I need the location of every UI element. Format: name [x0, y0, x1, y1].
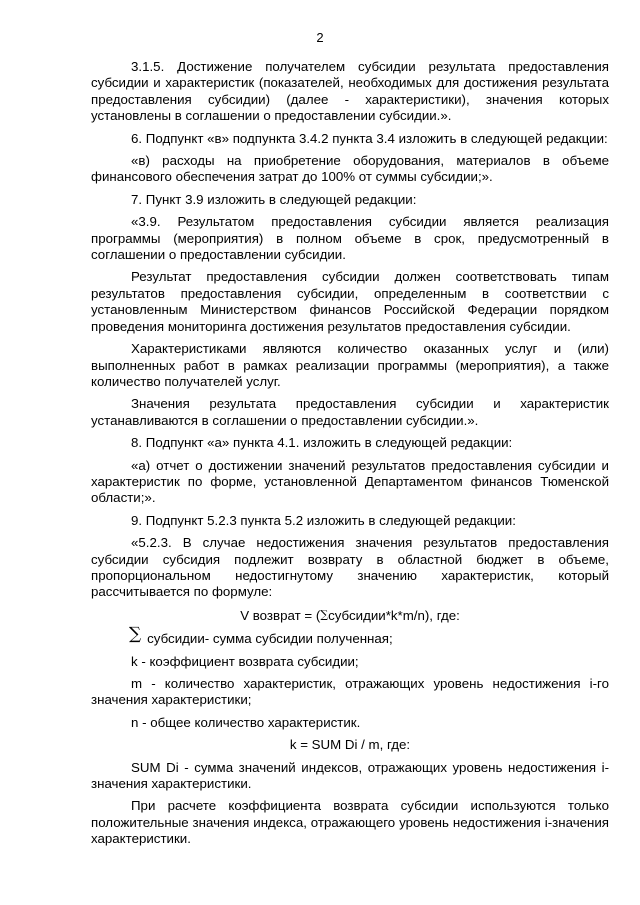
paragraph-characteristics: Характеристиками являются количество оказанных услуг и (или) выполненных работ в рамках реализации программы (мероприятия), а также количество получателей услуг.: [91, 341, 609, 389]
definition-n: n - общее количество характеристик.: [131, 714, 361, 730]
definition-sum-di: SUM Di - сумма значений индексов, отражающих уровень недостижения i- значения характеристики.: [91, 759, 609, 792]
definition-sum-text: субсидии- сумма субсидии полученная;: [147, 631, 393, 647]
paragraph-8-text: «а) отчет о достижении значений результатов предоставления субсидии и характеристик по форме, установленной Департаментом финансов Тюменской области;».: [91, 457, 609, 506]
definition-sum: [91, 624, 609, 647]
paragraph-3-1-5: 3.1.5. Достижение получателем субсидии результата предоставления субсидии и характеристик (показателей, необходимых для достижения результата предоставления субсидии) (далее - характеристики), значения которых установлены в соглашении о предоставлении субсидии.».: [91, 59, 609, 124]
formula-suffix: субсидии*k*m/n), где:: [328, 607, 460, 623]
paragraph-values: Значения результата предоставления субсидии и характеристик устанавливаются в соглашении о предоставлении субсидии.».: [91, 396, 609, 428]
paragraph-3-9: «3.9. Результатом предоставления субсидии является реализация программы (мероприятия) в полном объеме в срок, предусмотренный в соглашении о предоставлении субсидии.: [91, 214, 609, 263]
sigma-symbol-large: ∑: [129, 624, 142, 645]
page-number: 2: [316, 30, 324, 45]
paragraph-item-7: 7. Пункт 3.9 изложить в следующей редакции:: [131, 191, 417, 207]
paragraph-6-text: «в) расходы на приобретение оборудования, материалов в объеме финансового обеспечения затрат до 100% от суммы субсидии;».: [91, 153, 609, 185]
document-body: [91, 59, 609, 848]
definition-m: m - количество характеристик, отражающих уровень недостижения i-го значения характеристики;: [91, 676, 609, 708]
paragraph-item-9: 9. Подпункт 5.2.3 пункта 5.2 изложить в следующей редакции:: [131, 512, 516, 528]
paragraph-positive-values: При расчете коэффициента возврата субсидии используются только положительные значения индекса, отражающего уровень недостижения i-значения характеристики.: [91, 798, 609, 847]
formula-prefix: V возврат = (: [240, 607, 321, 623]
paragraph-item-8: 8. Подпункт «а» пункта 4.1. изложить в следующей редакции:: [131, 435, 513, 451]
sigma-symbol: ∑: [320, 607, 329, 621]
formula-k: k = SUM Di / m, где:: [289, 737, 411, 753]
definition-k: k - коэффициент возврата субсидии;: [131, 653, 359, 669]
paragraph-result-types: Результат предоставления субсидии должен соответствовать типам результатов предоставления субсидии, определенным в соответствии с установленным Министерством финансов Российской Федерации порядком проведения мониторинга достижения результатов предоставления субсидии.: [91, 269, 609, 334]
paragraph-item-6: 6. Подпункт «в» подпункта 3.4.2 пункта 3.4 изложить в следующей редакции:: [131, 130, 608, 146]
paragraph-5-2-3: «5.2.3. В случае недостижения значения результатов предоставления субсидии субсидия подлежит возврату в областной бюджет в объеме, пропорциональном недостигнутому значению характеристик, который рассчитывается по формуле:: [91, 535, 609, 600]
formula-v-return: [91, 607, 609, 624]
